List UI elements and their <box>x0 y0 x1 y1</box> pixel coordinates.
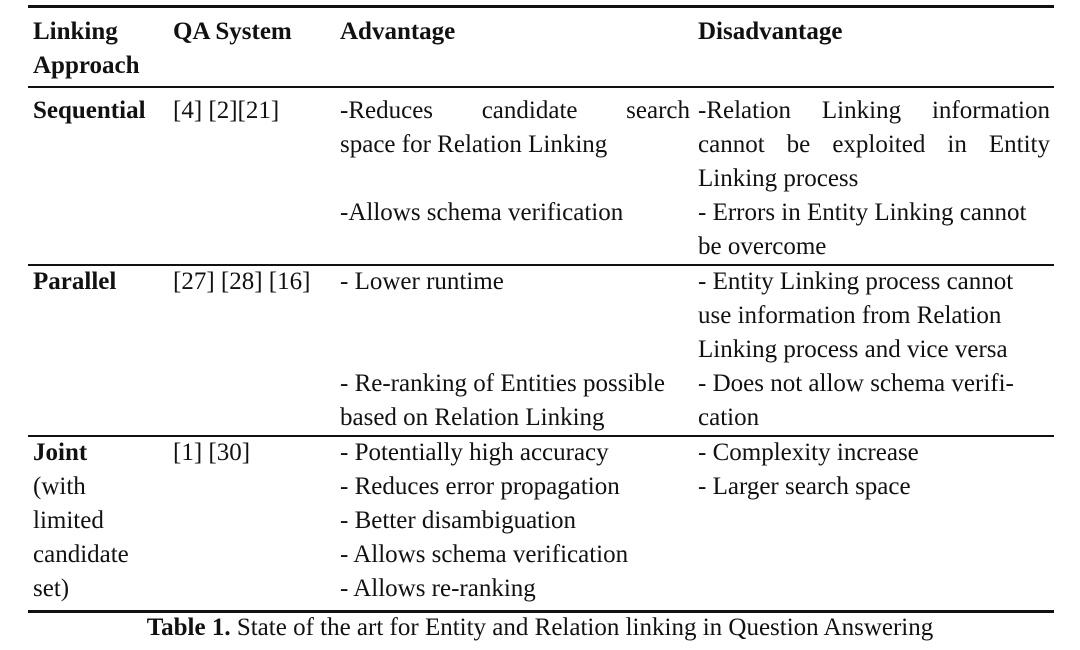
advantage-line: - Potentially high accuracy <box>340 439 609 466</box>
caption-text: State of the art for Entity and Relation linking in Question Answering <box>236 614 934 641</box>
advantage-line: based on Relation Linking <box>340 404 605 431</box>
advantage-line <box>340 299 696 333</box>
row-parallel-advantages <box>340 265 696 435</box>
disadvantage-line: - Does not allow schema verifi- <box>698 370 1014 397</box>
row-parallel-disadvantages <box>698 265 1050 435</box>
disadvantage-line: Linking process and vice versa <box>698 336 1008 363</box>
advantage-line: space for Relation Linking <box>340 131 608 158</box>
row-parallel-approach: Parallel <box>33 268 117 295</box>
disadvantage-line: be overcome <box>698 233 827 260</box>
row-parallel-system: [27] [28] [16] <box>173 268 311 295</box>
table-caption <box>0 611 1080 645</box>
disadvantage-line: - Larger search space <box>698 473 911 500</box>
row-sequential-approach: Sequential <box>33 97 146 124</box>
row-joint-advantages <box>340 436 696 606</box>
advantage-line: - Lower runtime <box>340 268 504 295</box>
disadvantage-line: - Complexity increase <box>698 439 919 466</box>
row-sequential-disadvantages <box>698 94 1050 264</box>
header-qa-system: QA System <box>173 18 292 45</box>
top-rule <box>28 5 1054 8</box>
caption-label: Table 1. <box>146 614 231 641</box>
header-advantage: Advantage <box>340 18 456 45</box>
header-disadvantage: Disadvantage <box>698 18 843 45</box>
advantage-line <box>340 333 696 367</box>
advantage-line: - Re-ranking of Entities possible <box>340 370 665 397</box>
advantage-line: -Allows schema verification <box>340 199 624 226</box>
row-joint-disadvantages <box>698 436 1050 504</box>
disadvantage-line: cation <box>698 404 760 431</box>
header-linking-approach: Linking Approach <box>33 18 140 79</box>
disadvantage-line: Linking process <box>698 165 859 192</box>
advantage-line: - Reduces error propagation <box>340 473 620 500</box>
advantage-line: - Allows schema verification <box>340 541 629 568</box>
row-sequential-advantages <box>340 94 690 230</box>
advantage-line <box>340 162 690 196</box>
advantage-line: -Reduces candidate search <box>340 97 690 124</box>
disadvantage-line: cannot be exploited in Entity <box>698 131 1050 158</box>
disadvantage-line: - Entity Linking process cannot <box>698 268 1014 295</box>
row-sequential-system: [4] [2][21] <box>173 97 280 124</box>
row-joint-approach: Joint (with limited candidate set) <box>33 439 129 602</box>
disadvantage-line: -Relation Linking information <box>698 97 1050 124</box>
advantage-line: - Allows re-ranking <box>340 575 536 602</box>
header-rule <box>28 86 1054 88</box>
advantage-line: - Better disambiguation <box>340 507 577 534</box>
row-joint-system: [1] [30] <box>173 439 251 466</box>
disadvantage-line: use information from Relation <box>698 302 1002 329</box>
disadvantage-line: - Errors in Entity Linking cannot <box>698 199 1027 226</box>
